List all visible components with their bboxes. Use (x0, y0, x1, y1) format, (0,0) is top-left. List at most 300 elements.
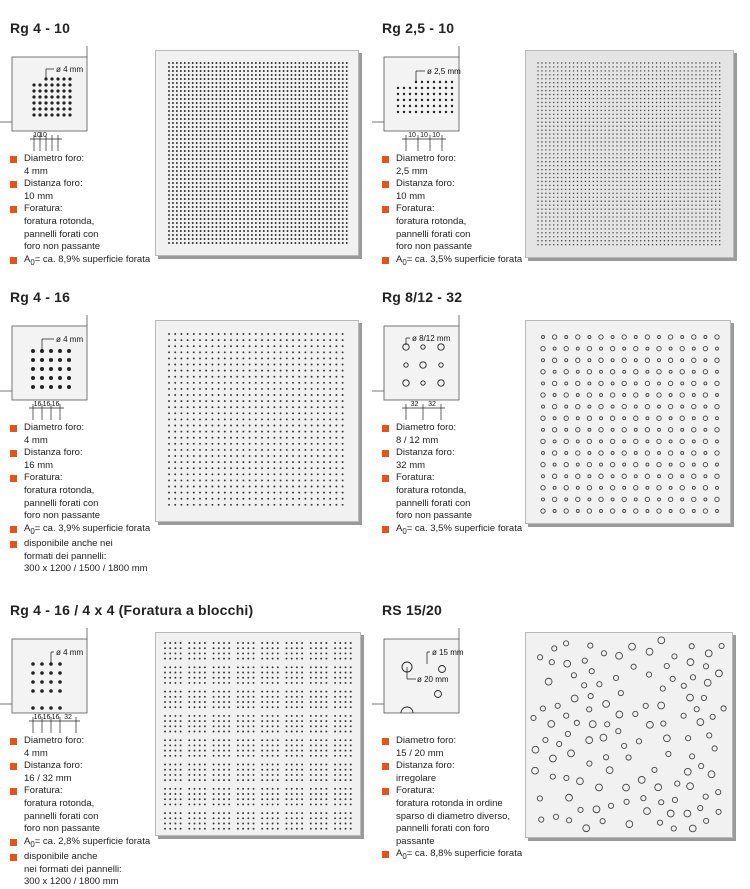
hole (668, 153, 669, 154)
hole (322, 78, 324, 80)
hole (212, 130, 214, 132)
hole (208, 118, 210, 120)
hole (632, 106, 633, 107)
hole (541, 70, 542, 71)
hole (668, 118, 669, 119)
hole (263, 242, 265, 244)
hole (247, 86, 249, 88)
hole (267, 154, 269, 156)
hole (287, 162, 289, 164)
hole (608, 78, 609, 79)
hole (334, 62, 336, 64)
hole (668, 78, 669, 79)
hole (719, 220, 720, 221)
hole (557, 212, 558, 213)
hole (318, 110, 320, 112)
hole (338, 78, 340, 80)
hole (624, 86, 625, 87)
hole (569, 122, 570, 123)
hole (577, 169, 578, 170)
hole (342, 339, 344, 341)
hole (259, 82, 261, 84)
hole (707, 169, 708, 170)
hole (231, 190, 233, 192)
hole (314, 242, 316, 244)
hole (699, 106, 700, 107)
hole (573, 141, 574, 142)
hole (537, 185, 538, 186)
hole (184, 194, 186, 196)
hole (541, 129, 542, 130)
hole (172, 70, 174, 72)
hole (660, 133, 661, 134)
hole-diagram (372, 46, 512, 151)
hole (644, 236, 645, 237)
hole (184, 186, 186, 188)
hole (589, 189, 590, 190)
hole (648, 173, 649, 174)
hole (251, 138, 253, 140)
hole (235, 214, 237, 216)
hole (223, 206, 225, 208)
hole (640, 66, 641, 67)
hole (557, 232, 558, 233)
hole (557, 169, 558, 170)
hole (699, 133, 700, 134)
hole (632, 86, 633, 87)
hole (239, 62, 241, 64)
hole (597, 94, 598, 95)
hole (302, 162, 304, 164)
hole (660, 189, 661, 190)
hole (699, 82, 700, 83)
hole (581, 114, 582, 115)
hole (279, 238, 281, 240)
hole (302, 178, 304, 180)
hole (711, 102, 712, 103)
hole (549, 173, 550, 174)
hole (636, 74, 637, 75)
hole (200, 86, 202, 88)
hole (334, 74, 336, 76)
hole (409, 87, 411, 89)
hole (227, 218, 229, 220)
hole (612, 161, 613, 162)
hole (227, 90, 229, 92)
hole (249, 357, 251, 359)
hole (311, 370, 313, 372)
hole (608, 122, 609, 123)
hole (306, 98, 308, 100)
hole (314, 146, 316, 148)
hole (279, 170, 281, 172)
hole (311, 364, 313, 366)
hole (342, 238, 344, 240)
hole (703, 66, 704, 67)
hole (557, 122, 558, 123)
hole (581, 212, 582, 213)
hole (687, 244, 688, 245)
hole (271, 226, 273, 228)
hole (243, 242, 245, 244)
hole (585, 201, 586, 202)
hole (703, 216, 704, 217)
hole (230, 382, 232, 384)
hole (664, 189, 665, 190)
hole (640, 149, 641, 150)
hole (184, 90, 186, 92)
hole (275, 210, 277, 212)
hole (636, 228, 637, 229)
hole (322, 182, 324, 184)
hole (676, 98, 677, 99)
hole (648, 94, 649, 95)
hole (620, 66, 621, 67)
hole (597, 137, 598, 138)
hole (192, 230, 194, 232)
hole (279, 98, 281, 100)
hole (279, 66, 281, 68)
hole (187, 345, 189, 347)
dimension-label: 16 (34, 401, 42, 408)
hole (664, 106, 665, 107)
hole (565, 82, 566, 83)
hole (227, 66, 229, 68)
hole (212, 218, 214, 220)
hole (335, 357, 337, 359)
hole (553, 181, 554, 182)
hole (236, 333, 238, 335)
hole (322, 114, 324, 116)
hole (180, 210, 182, 212)
hole (212, 102, 214, 104)
hole (561, 122, 562, 123)
hole (569, 126, 570, 127)
hole (218, 400, 220, 402)
hole (275, 70, 277, 72)
hole (597, 244, 598, 245)
hole (541, 106, 542, 107)
hole (271, 94, 273, 96)
hole (703, 149, 704, 150)
hole (298, 230, 300, 232)
hole (247, 158, 249, 160)
hole (243, 178, 245, 180)
hole (545, 205, 546, 206)
hole (184, 70, 186, 72)
hole (593, 177, 594, 178)
hole (263, 202, 265, 204)
hole (656, 78, 657, 79)
hole (577, 212, 578, 213)
hole (56, 113, 59, 116)
hole (49, 376, 53, 380)
hole (589, 177, 590, 178)
hole (683, 240, 684, 241)
hole (557, 193, 558, 194)
hole (219, 110, 221, 112)
hole (632, 228, 633, 229)
hole (342, 138, 344, 140)
hole (196, 166, 198, 168)
hole (672, 165, 673, 166)
hole (219, 230, 221, 232)
hole (703, 137, 704, 138)
hole (652, 216, 653, 217)
hole (168, 406, 170, 408)
hole (719, 240, 720, 241)
hole (204, 226, 206, 228)
hole (172, 170, 174, 172)
hole (632, 62, 633, 63)
hole (445, 87, 447, 89)
hole (263, 74, 265, 76)
hole (235, 234, 237, 236)
hole (287, 218, 289, 220)
hole (330, 78, 332, 80)
hole (196, 234, 198, 236)
hole (271, 242, 273, 244)
hole (691, 114, 692, 115)
hole (287, 150, 289, 152)
hole (255, 126, 257, 128)
hole (676, 208, 677, 209)
hole (342, 242, 344, 244)
hole (306, 218, 308, 220)
hole (656, 129, 657, 130)
hole (275, 106, 277, 108)
hole (703, 133, 704, 134)
hole (223, 202, 225, 204)
hole (243, 198, 245, 200)
hole (275, 206, 277, 208)
hole (636, 232, 637, 233)
hole (656, 66, 657, 67)
hole (271, 230, 273, 232)
hole (298, 194, 300, 196)
hole (334, 146, 336, 148)
hole (280, 388, 282, 390)
hole (577, 161, 578, 162)
hole (616, 224, 617, 225)
hole (31, 385, 35, 389)
hole (545, 145, 546, 146)
hole (310, 238, 312, 240)
hole (247, 178, 249, 180)
hole (672, 129, 673, 130)
hole (593, 193, 594, 194)
hole (707, 236, 708, 237)
hole (624, 236, 625, 237)
hole (612, 74, 613, 75)
hole (192, 194, 194, 196)
hole (640, 205, 641, 206)
hole (711, 141, 712, 142)
hole (318, 70, 320, 72)
hole (314, 98, 316, 100)
hole (608, 157, 609, 158)
hole (604, 177, 605, 178)
hole (680, 137, 681, 138)
hole (549, 94, 550, 95)
hole (612, 240, 613, 241)
hole (561, 110, 562, 111)
hole (549, 106, 550, 107)
hole (243, 190, 245, 192)
hole (557, 118, 558, 119)
hole (334, 106, 336, 108)
hole (192, 62, 194, 64)
hole (636, 165, 637, 166)
hole (565, 129, 566, 130)
hole (695, 66, 696, 67)
hole (176, 222, 178, 224)
hole (573, 149, 574, 150)
hole (561, 98, 562, 99)
hole (652, 141, 653, 142)
hole (549, 236, 550, 237)
hole (180, 118, 182, 120)
hole (200, 106, 202, 108)
hole (291, 158, 293, 160)
hole (632, 110, 633, 111)
hole (628, 149, 629, 150)
hole (342, 394, 344, 396)
hole (271, 234, 273, 236)
hole (338, 210, 340, 212)
hole (302, 118, 304, 120)
hole (334, 214, 336, 216)
hole (294, 98, 296, 100)
hole (231, 118, 233, 120)
hole (711, 82, 712, 83)
hole (188, 118, 190, 120)
hole (433, 105, 435, 107)
hole (549, 228, 550, 229)
hole (616, 106, 617, 107)
hole (691, 86, 692, 87)
hole (636, 122, 637, 123)
hole (287, 146, 289, 148)
hole (335, 333, 337, 335)
hole (608, 126, 609, 127)
hole (561, 177, 562, 178)
dimension-label: 16 (43, 714, 51, 721)
hole (223, 126, 225, 128)
hole (664, 157, 665, 158)
hole (247, 130, 249, 132)
hole (719, 102, 720, 103)
hole (255, 222, 257, 224)
hole (652, 197, 653, 198)
hole (196, 206, 198, 208)
hole (330, 126, 332, 128)
hole (239, 98, 241, 100)
hole (280, 400, 282, 402)
hole (683, 137, 684, 138)
hole (719, 110, 720, 111)
hole (707, 220, 708, 221)
hole (346, 146, 348, 148)
hole (703, 201, 704, 202)
hole (287, 66, 289, 68)
hole (291, 218, 293, 220)
hole (334, 218, 336, 220)
hole (31, 376, 35, 380)
hole (656, 62, 657, 63)
hole (223, 102, 225, 104)
hole (267, 106, 269, 108)
hole (326, 162, 328, 164)
hole (227, 202, 229, 204)
hole (656, 208, 657, 209)
hole (255, 214, 257, 216)
hole (612, 133, 613, 134)
hole (275, 122, 277, 124)
hole (243, 78, 245, 80)
hole (235, 218, 237, 220)
hole (255, 166, 257, 168)
hole (632, 205, 633, 206)
hole (317, 339, 319, 341)
hole (620, 129, 621, 130)
hole (334, 166, 336, 168)
hole (251, 74, 253, 76)
hole (616, 133, 617, 134)
hole (640, 145, 641, 146)
hole (338, 202, 340, 204)
hole (227, 102, 229, 104)
hole (644, 78, 645, 79)
hole (644, 181, 645, 182)
hole (695, 193, 696, 194)
hole (326, 62, 328, 64)
hole (200, 102, 202, 104)
hole (239, 70, 241, 72)
hole (703, 106, 704, 107)
hole (236, 400, 238, 402)
hole (541, 169, 542, 170)
hole (267, 78, 269, 80)
hole (294, 206, 296, 208)
hole (593, 169, 594, 170)
hole (306, 66, 308, 68)
hole (604, 106, 605, 107)
hole (279, 90, 281, 92)
hole (271, 198, 273, 200)
hole (176, 194, 178, 196)
hole (553, 122, 554, 123)
hole (318, 198, 320, 200)
hole (236, 382, 238, 384)
hole (577, 216, 578, 217)
hole (664, 98, 665, 99)
hole (557, 102, 558, 103)
hole (219, 202, 221, 204)
hole (219, 118, 221, 120)
hole (204, 242, 206, 244)
hole (280, 394, 282, 396)
hole (612, 98, 613, 99)
hole (644, 94, 645, 95)
hole (545, 118, 546, 119)
hole (208, 186, 210, 188)
hole (537, 244, 538, 245)
hole (680, 110, 681, 111)
hole (537, 118, 538, 119)
hole (176, 150, 178, 152)
hole (212, 74, 214, 76)
